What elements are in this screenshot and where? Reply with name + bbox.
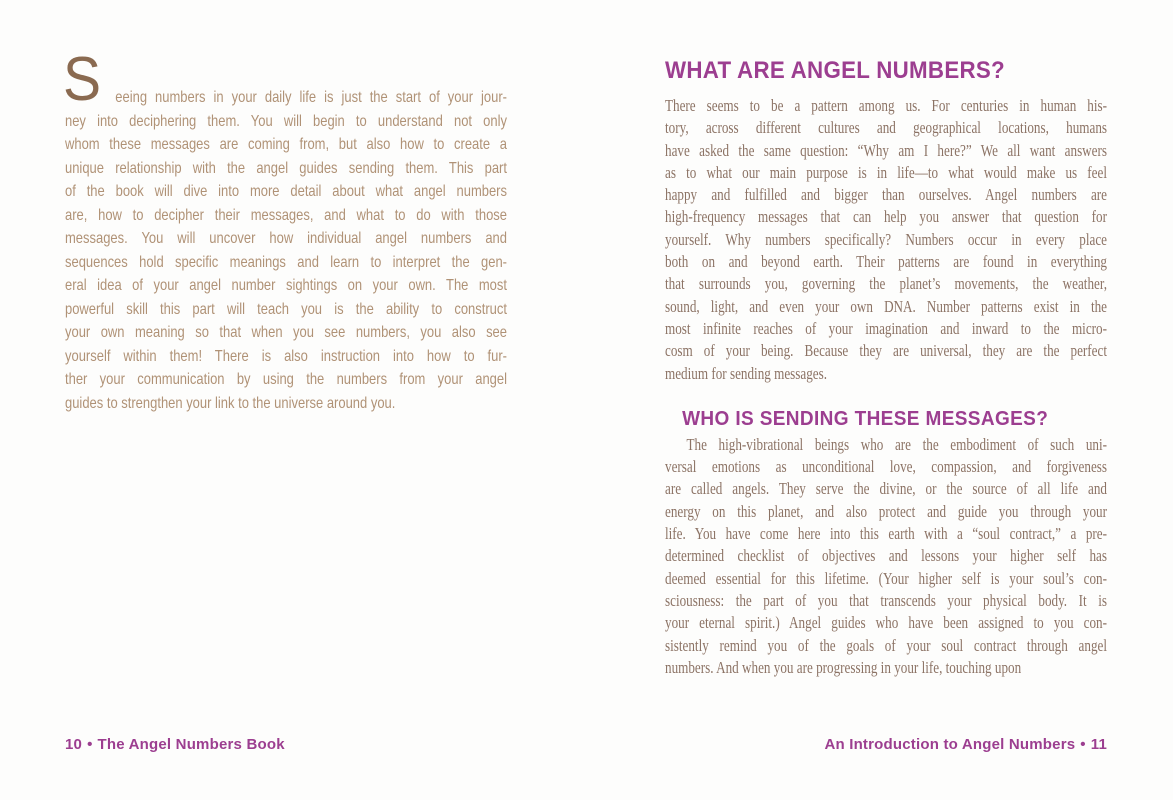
chapter-heading: WHAT ARE ANGEL NUMBERS? <box>665 57 1005 84</box>
text-line: energy on this planet, and also protect and guide you through your <box>665 501 1108 521</box>
text-line: sound, light, and even your own DNA. Number patterns exist in the <box>665 296 1108 316</box>
text-line: guides to strengthen your link to the universe around you. <box>65 394 396 412</box>
text-line: medium for sending messages. <box>665 363 828 383</box>
left-page-number: 10 <box>65 736 83 753</box>
drop-cap-letter: S <box>63 45 102 114</box>
text-line: of the book will dive into more detail about what angel numbers <box>65 183 507 200</box>
footer-dot-separator: • <box>1080 736 1086 753</box>
right-page-number: 11 <box>1090 736 1107 753</box>
text-line: that surrounds you, governing the planet’s movements, the weather, <box>665 274 1108 294</box>
text-line: powerful skill this part will teach you is the ability to construct <box>65 300 507 318</box>
left-page-paragraph <box>65 86 507 415</box>
text-line: deemed essential for this lifetime. (Your higher self is your soul’s con- <box>665 568 1108 588</box>
chapter-title: An Introduction to Angel Numbers <box>824 736 1076 753</box>
text-line: sequences hold specific meanings and learn to interpret the gen- <box>65 253 507 271</box>
right-page-column <box>665 58 1107 679</box>
text-line: sistently remind you of the goals of your soul contract through angel <box>665 635 1108 655</box>
text-line: happy and fulfilled and bigger than ourselves. Angel numbers are <box>665 185 1108 205</box>
text-line: determined checklist of objectives and lessons your higher self has <box>665 546 1108 566</box>
text-line: ther your communication by using the numbers from your angel <box>65 371 507 388</box>
text-line: most infinite reaches of your imagination and inward to the micro- <box>665 318 1108 338</box>
text-line: yourself. Why numbers specifically? Numbers occur in every place <box>665 229 1108 249</box>
text-line: your eternal spirit.) Angel guides who have been assigned to you con- <box>665 613 1108 633</box>
text-line: are called angels. They serve the divine, or the source of all life and <box>665 479 1108 499</box>
text-line: whom these messages are coming from, but also how to create a <box>65 136 507 153</box>
text-line: yourself within them! There is also instruction into how to fur- <box>65 347 507 365</box>
book-title: The Angel Numbers Book <box>97 736 285 753</box>
text-line: messages. You will uncover how individual angel numbers and <box>65 230 507 247</box>
text-line: as to what our main purpose is in life—to what would make us feel <box>665 162 1108 182</box>
text-line: The high-vibrational beings who are the embodiment of such uni- <box>686 434 1108 454</box>
right-page-paragraph-1 <box>665 95 1107 385</box>
text-line: tory, across different cultures and geographical locations, humans <box>665 118 1108 138</box>
text-line: ney into deciphering them. You will begin to understand not only <box>65 112 507 130</box>
section-heading: WHO IS SENDING THESE MESSAGES? <box>682 407 1049 430</box>
text-line: high-frequency messages that can help you answer that question for <box>665 207 1108 227</box>
text-line: eeing numbers in your daily life is just the start of your jour- <box>115 89 507 106</box>
text-line: your own meaning so that when you see numbers, you also see <box>65 324 507 341</box>
footer-dot-separator: • <box>87 736 93 753</box>
text-line: versal emotions as unconditional love, compassion, and forgiveness <box>665 457 1108 477</box>
text-line: life. You have come here into this earth with a “soul contract,” a pre- <box>665 524 1108 544</box>
text-line: have asked the same question: “Why am I here?” We all want answers <box>665 140 1108 160</box>
text-line: There seems to be a pattern among us. For centuries in human his- <box>665 96 1108 115</box>
text-line: cosm of your being. Because they are universal, they are the perfect <box>665 341 1108 361</box>
text-line: both on and beyond earth. Their patterns are found in everything <box>665 252 1108 272</box>
left-page-footer <box>65 736 507 753</box>
text-line: unique relationship with the angel guides sending them. This part <box>65 159 507 177</box>
right-page-paragraph-2 <box>665 434 1107 679</box>
text-line: eral idea of your angel number sightings on your own. The most <box>65 277 507 294</box>
text-line: sciousness: the part of you that transcends your physical body. It is <box>665 590 1108 610</box>
text-line: are, how to decipher their messages, and what to do with those <box>65 206 507 224</box>
text-line: numbers. And when you are progressing in your life, touching upon <box>665 657 1022 677</box>
right-page-footer <box>665 736 1107 753</box>
